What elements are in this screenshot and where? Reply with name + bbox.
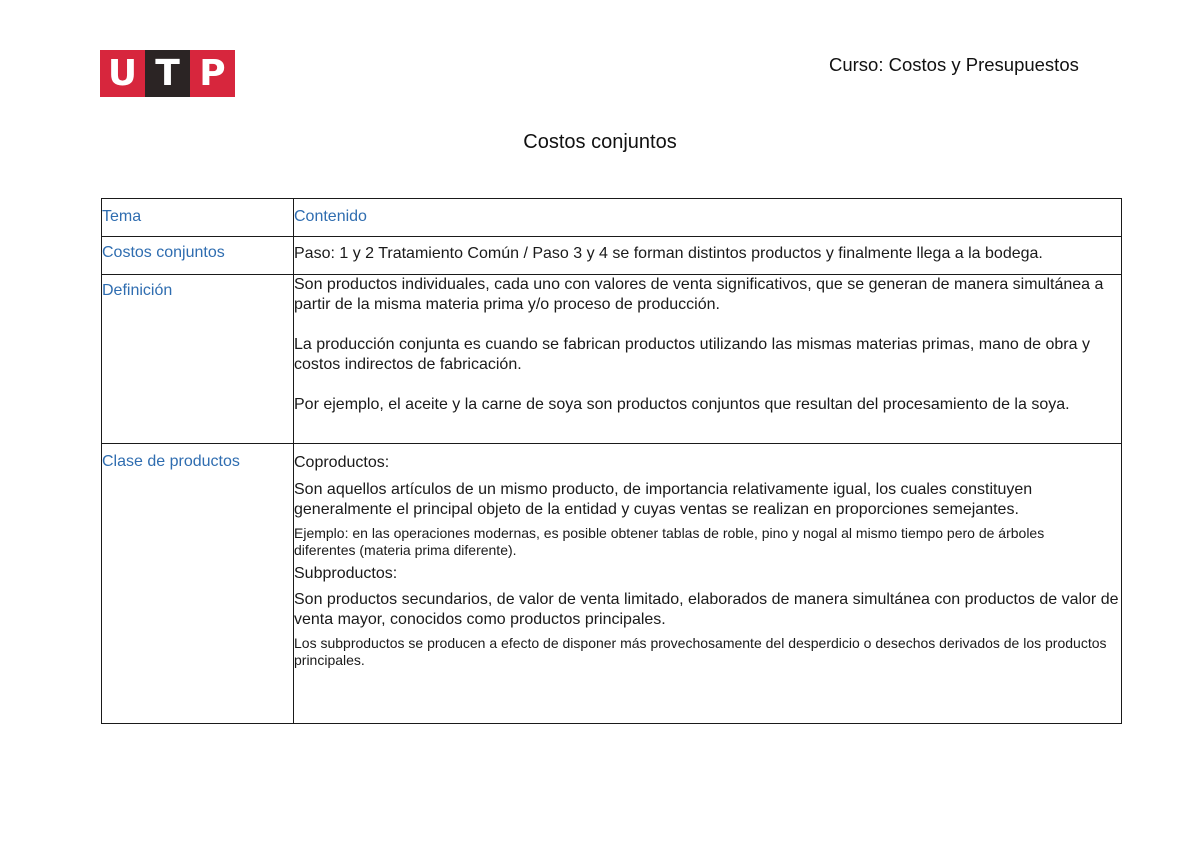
definicion-paragraph-1: Son productos individuales, cada uno con valores de venta significativos, que se generan de manera simultánea a partir de la misma materia prima y/o proceso de producción. bbox=[294, 276, 1104, 313]
table-row bbox=[102, 237, 1122, 275]
table-row bbox=[102, 275, 1122, 444]
table-header-row bbox=[102, 199, 1122, 237]
row-content-paso: Paso: 1 y 2 Tratamiento Común / Paso 3 y 4 se forman distintos productos y finalmente llega a la bodega. bbox=[294, 245, 1043, 262]
subproductos-note: Los subproductos se producen a efecto de disponer más provechosamente del desperdicio o desechos derivados de los productos principales. bbox=[294, 635, 1107, 668]
logo-letter-u: U bbox=[100, 50, 145, 97]
column-header-contenido: Contenido bbox=[294, 208, 367, 225]
row-topic-definicion: Definición bbox=[102, 282, 173, 299]
coproductos-example: Ejemplo: en las operaciones modernas, es posible obtener tablas de roble, pino y nogal al mismo tiempo pero de árboles diferentes (materia prima diferente). bbox=[294, 525, 1045, 558]
definicion-paragraph-3: Por ejemplo, el aceite y la carne de soya son productos conjuntos que resultan del procesamiento de la soya. bbox=[294, 396, 1070, 413]
page-title: Costos conjuntos bbox=[523, 131, 677, 153]
column-header-tema: Tema bbox=[102, 208, 142, 225]
row-topic-clase-de-productos: Clase de productos bbox=[102, 453, 240, 470]
table-row bbox=[102, 444, 1122, 724]
header-cell-contenido bbox=[294, 199, 1122, 237]
definicion-paragraph-2: La producción conjunta es cuando se fabrican productos utilizando las mismas materias primas, mano de obra y costos indirectos de fabricación. bbox=[294, 336, 1090, 373]
subproductos-label: Subproductos: bbox=[294, 565, 398, 582]
row-topic-costos-conjuntos: Costos conjuntos bbox=[102, 244, 225, 261]
course-label: Curso: Costos y Presupuestos bbox=[829, 54, 1079, 75]
header-cell-tema bbox=[102, 199, 294, 237]
coproductos-label: Coproductos: bbox=[294, 454, 390, 471]
content-table bbox=[101, 198, 1122, 724]
utp-logo bbox=[100, 50, 235, 97]
logo-letter-p: P bbox=[190, 50, 235, 97]
logo-letter-t: T bbox=[145, 50, 190, 97]
coproductos-description: Son aquellos artículos de un mismo producto, de importancia relativamente igual, los cuales constituyen generalmente el principal objeto de la entidad y cuyas ventas se realizan en proporciones semejantes. bbox=[294, 481, 1033, 518]
subproductos-description: Son productos secundarios, de valor de venta limitado, elaborados de manera simultánea con productos de valor de venta mayor, conocidos como productos principales. bbox=[294, 591, 1119, 628]
